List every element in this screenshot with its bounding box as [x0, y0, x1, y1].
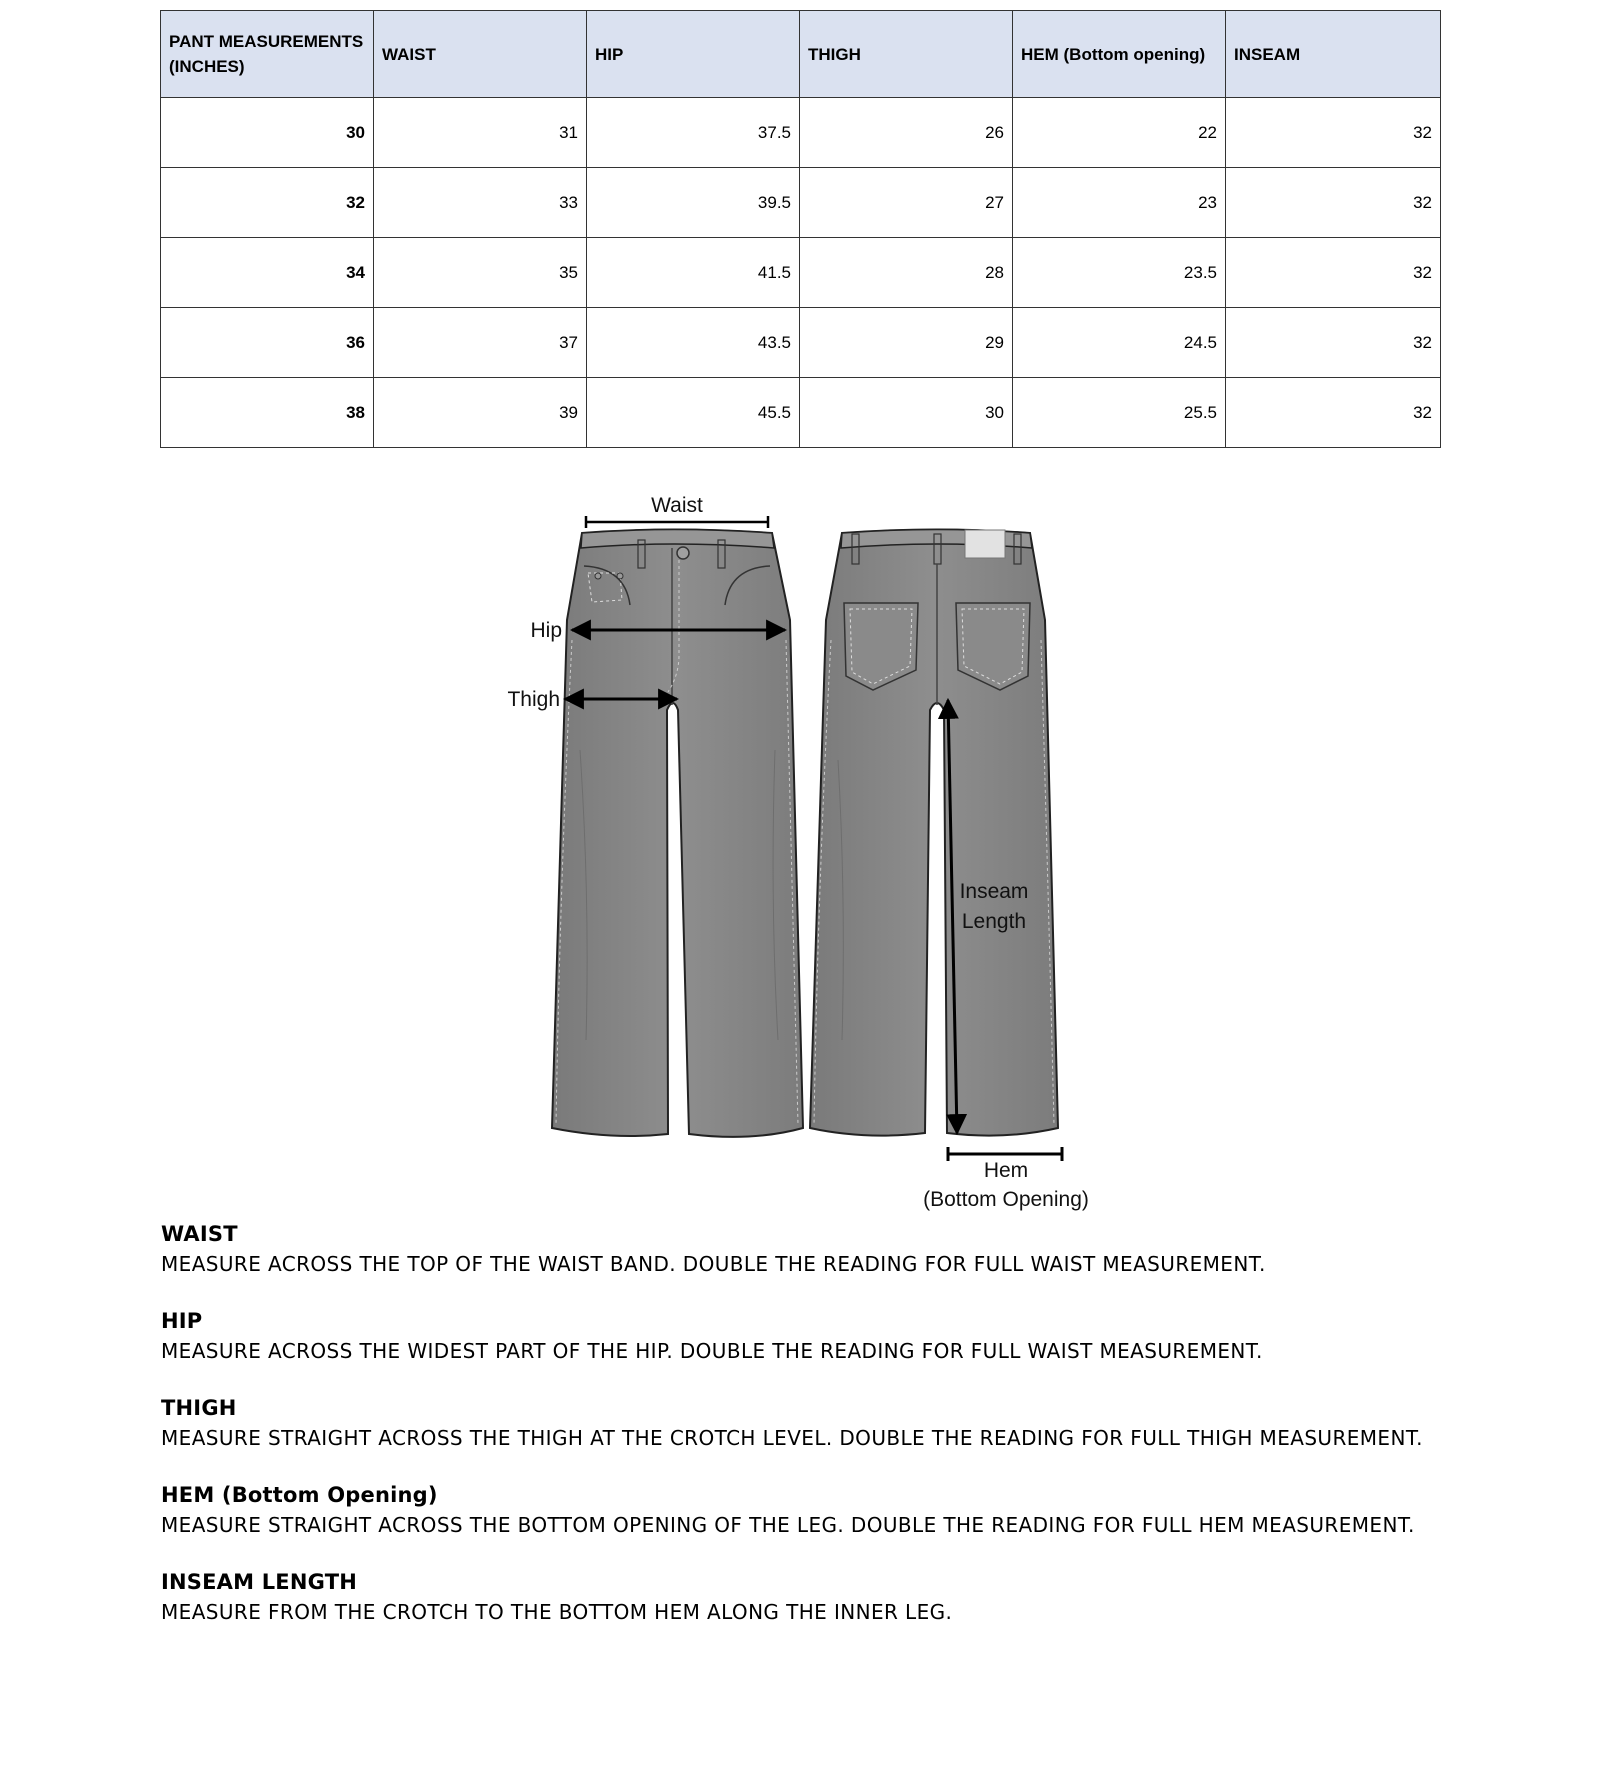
inseam-cell: 32	[1226, 168, 1441, 238]
waist-cell: 33	[374, 168, 587, 238]
thigh-cell: 29	[800, 308, 1013, 378]
inseam-cell: 32	[1226, 98, 1441, 168]
size-cell: 36	[161, 308, 374, 378]
thigh-cell: 26	[800, 98, 1013, 168]
hip-cell: 41.5	[587, 238, 800, 308]
instruction-text: MEASURE FROM THE CROTCH TO THE BOTTOM HEM ALONG THE INNER LEG.	[161, 1600, 953, 1624]
hem-cell: 22	[1013, 98, 1226, 168]
instruction-hip	[161, 1306, 1581, 1393]
hip-cell: 43.5	[587, 308, 800, 378]
thigh-label: Thigh	[507, 688, 560, 711]
waist-cell: 39	[374, 378, 587, 448]
pants-front-view	[552, 530, 803, 1137]
waist-measure-line	[586, 516, 768, 528]
header-inseam: INSEAM	[1226, 11, 1441, 98]
instruction-text: MEASURE STRAIGHT ACROSS THE BOTTOM OPENING OF THE LEG. DOUBLE THE READING FOR FULL HEM MEASUREMENT.	[161, 1513, 1415, 1537]
instruction-title: THIGH	[161, 1396, 237, 1420]
size-cell: 30	[161, 98, 374, 168]
waist-cell: 31	[374, 98, 587, 168]
instruction-title: INSEAM LENGTH	[161, 1570, 357, 1594]
size-cell: 38	[161, 378, 374, 448]
instruction-text: MEASURE ACROSS THE TOP OF THE WAIST BAND. DOUBLE THE READING FOR FULL WAIST MEASUREMENT.	[161, 1252, 1266, 1276]
hem-label-line2: (Bottom Opening)	[923, 1188, 1089, 1211]
hip-cell: 45.5	[587, 378, 800, 448]
instruction-title: HEM (Bottom Opening)	[161, 1483, 438, 1507]
header-pant-measurements: PANT MEASUREMENTS (INCHES)	[161, 11, 374, 98]
hip-cell: 37.5	[587, 98, 800, 168]
pants-back-view	[810, 530, 1058, 1136]
measurement-instructions	[161, 1219, 1581, 1654]
hem-cell: 25.5	[1013, 378, 1226, 448]
thigh-cell: 27	[800, 168, 1013, 238]
inseam-label-line1: Inseam	[959, 880, 1029, 903]
hem-label-line1: Hem	[983, 1159, 1029, 1182]
thigh-cell: 28	[800, 238, 1013, 308]
inseam-cell: 32	[1226, 308, 1441, 378]
instruction-text: MEASURE ACROSS THE WIDEST PART OF THE HIP. DOUBLE THE READING FOR FULL WAIST MEASUREMENT.	[161, 1339, 1263, 1363]
header-hem: HEM (Bottom opening)	[1013, 11, 1226, 98]
thigh-cell: 30	[800, 378, 1013, 448]
instruction-title: WAIST	[161, 1222, 238, 1246]
inseam-cell: 32	[1226, 378, 1441, 448]
hem-cell: 23.5	[1013, 238, 1226, 308]
size-cell: 32	[161, 168, 374, 238]
header-hip: HIP	[587, 11, 800, 98]
inseam-label-line2: Length	[961, 910, 1027, 933]
hem-cell: 23	[1013, 168, 1226, 238]
hip-cell: 39.5	[587, 168, 800, 238]
waist-cell: 37	[374, 308, 587, 378]
instruction-waist	[161, 1219, 1581, 1306]
waist-label: Waist	[651, 494, 703, 517]
inseam-cell: 32	[1226, 238, 1441, 308]
instruction-title: HIP	[161, 1309, 203, 1333]
instruction-text: MEASURE STRAIGHT ACROSS THE THIGH AT THE CROTCH LEVEL. DOUBLE THE READING FOR FULL THIGH MEASUREMENT.	[161, 1426, 1423, 1450]
hem-cell: 24.5	[1013, 308, 1226, 378]
instruction-inseam	[161, 1567, 1581, 1654]
header-waist: WAIST	[374, 11, 587, 98]
instruction-hem	[161, 1480, 1581, 1567]
instruction-thigh	[161, 1393, 1581, 1480]
hip-label: Hip	[530, 619, 562, 642]
waist-cell: 35	[374, 238, 587, 308]
size-cell: 34	[161, 238, 374, 308]
header-thigh: THIGH	[800, 11, 1013, 98]
